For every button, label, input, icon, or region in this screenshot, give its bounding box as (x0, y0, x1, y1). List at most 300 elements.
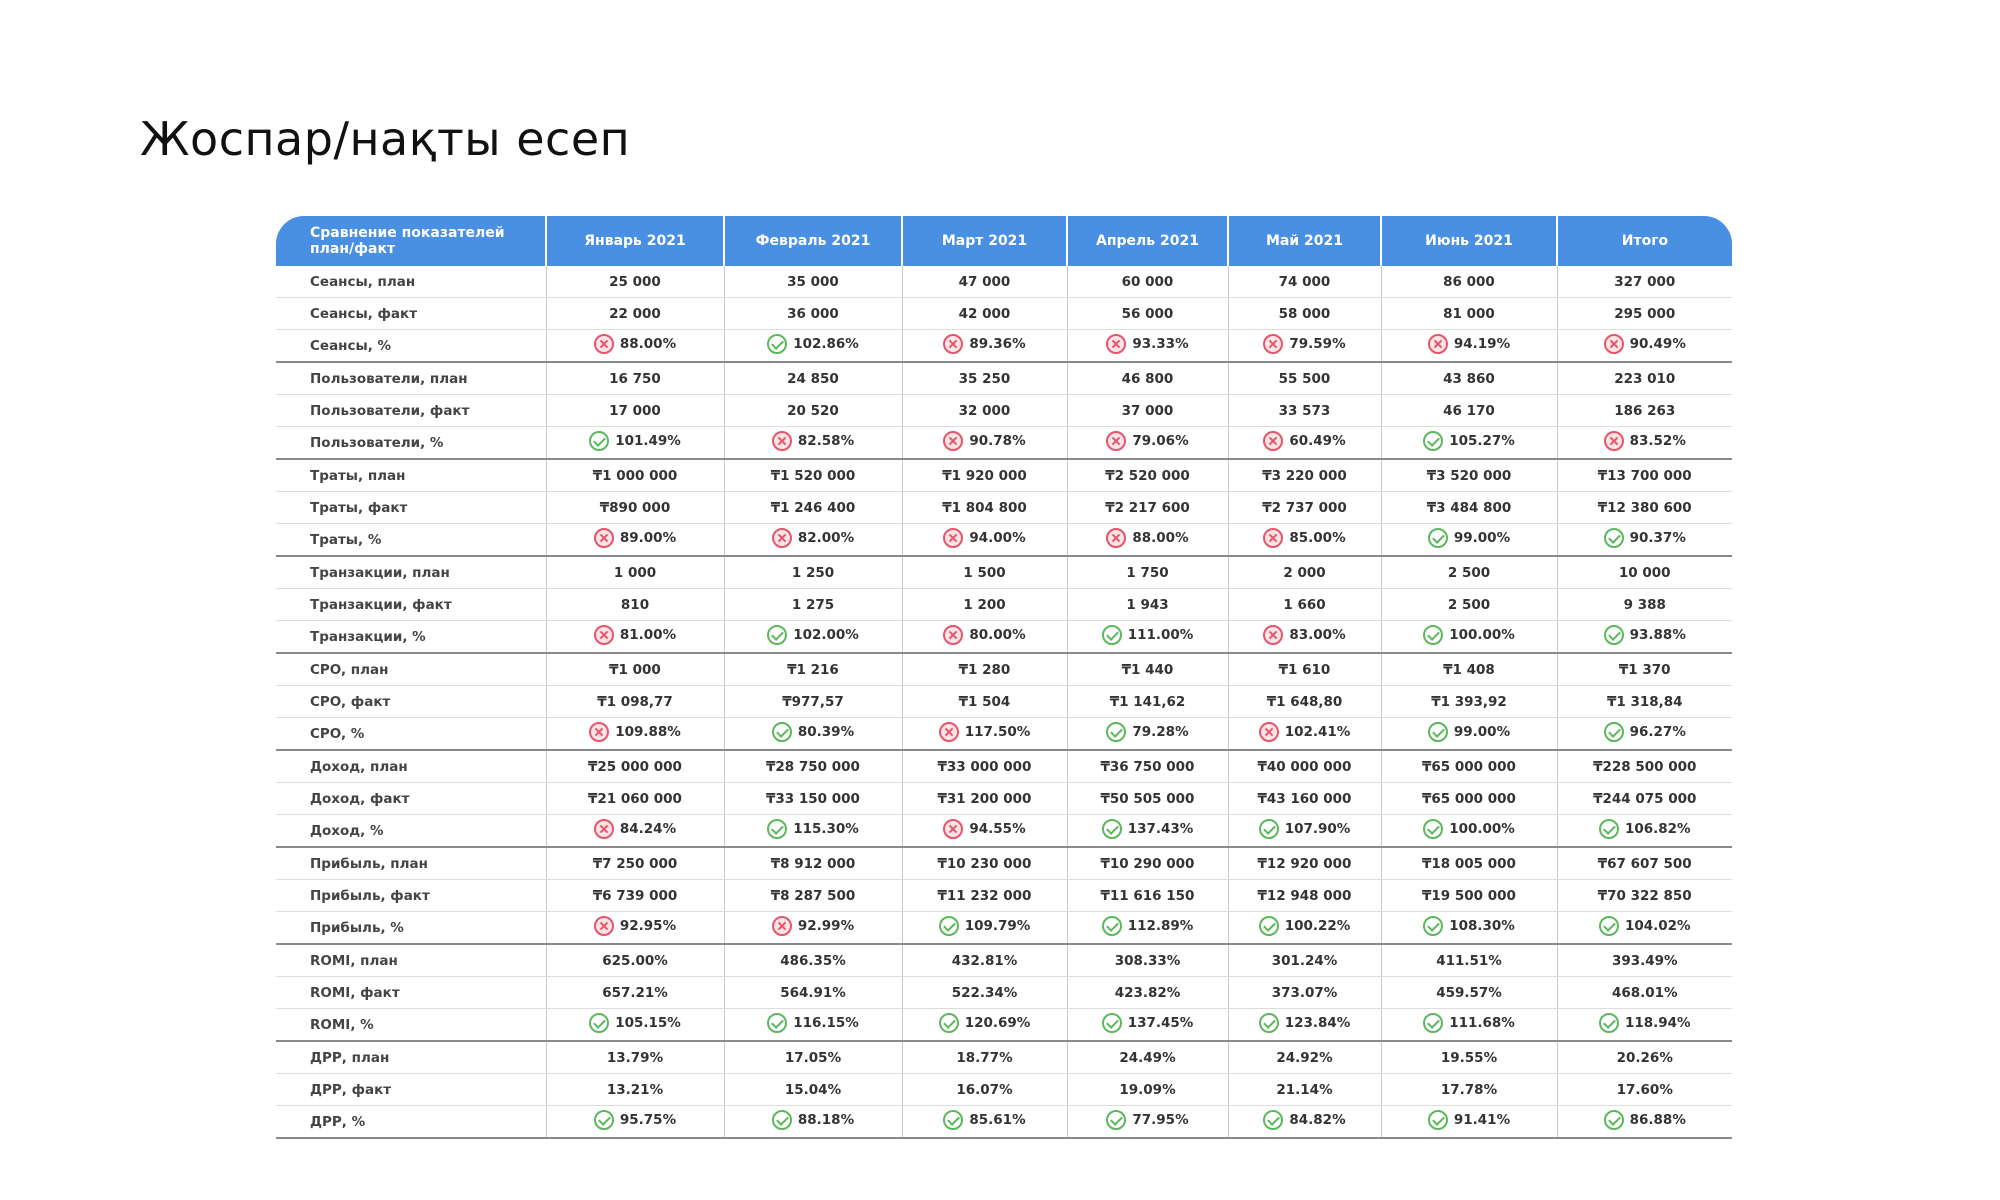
percent-value (939, 916, 1031, 936)
table-cell (1381, 815, 1557, 848)
table-cell: 432.81% (902, 944, 1067, 977)
table-cell (1381, 330, 1557, 363)
cell-text: 99.00% (1453, 529, 1511, 546)
table-cell: 36 000 (724, 298, 902, 330)
table-row (276, 1041, 1732, 1074)
table-cell: ₸228 500 000 (1557, 750, 1732, 783)
percent-value (939, 722, 1031, 742)
table-cell (724, 718, 902, 751)
table-cell (1228, 1009, 1381, 1042)
table-cell: 810 (546, 589, 724, 621)
table-cell (546, 427, 724, 460)
cell-text: 81.00% (619, 626, 677, 643)
cross-circle-icon (943, 819, 963, 839)
table-cell (1381, 718, 1557, 751)
table-cell: ₸11 616 150 (1067, 880, 1228, 912)
table-cell (724, 330, 902, 363)
table-cell (724, 621, 902, 654)
table-cell: ₸31 200 000 (902, 783, 1067, 815)
table-cell: ₸1 408 (1381, 653, 1557, 686)
check-circle-icon (1259, 916, 1279, 936)
table-cell: 19.09% (1067, 1074, 1228, 1106)
cross-circle-icon (594, 625, 614, 645)
cross-circle-icon (594, 916, 614, 936)
cell-text: 111.68% (1449, 1014, 1515, 1031)
table-cell: ₸8 287 500 (724, 880, 902, 912)
percent-value (589, 1013, 681, 1033)
cell-text: 79.28% (1132, 723, 1189, 740)
table-cell: ₸1 610 (1228, 653, 1381, 686)
percent-value (594, 334, 676, 354)
table-cell: ₸1 098,77 (546, 686, 724, 718)
table-cell: 24.92% (1228, 1041, 1381, 1074)
cross-circle-icon (1263, 334, 1283, 354)
table-cell: 25 000 (546, 266, 724, 298)
table-cell: ₸1 393,92 (1381, 686, 1557, 718)
row-label: Транзакции, план (276, 556, 546, 589)
table-row (276, 492, 1732, 524)
table-cell: ₸43 160 000 (1228, 783, 1381, 815)
cell-text: 79.06% (1132, 432, 1189, 449)
table-cell: 20.26% (1557, 1041, 1732, 1074)
check-circle-icon (1106, 1110, 1126, 1130)
check-circle-icon (1604, 625, 1624, 645)
table-cell: ₸12 380 600 (1557, 492, 1732, 524)
table-cell: 24 850 (724, 362, 902, 395)
check-circle-icon (1428, 528, 1448, 548)
cell-text: 80.00% (969, 626, 1026, 643)
cross-circle-icon (943, 625, 963, 645)
check-circle-icon (772, 722, 792, 742)
table-cell: ₸33 000 000 (902, 750, 1067, 783)
table-cell (902, 330, 1067, 363)
table-cell (724, 912, 902, 945)
cell-text: 77.95% (1132, 1111, 1189, 1128)
table-row (276, 589, 1732, 621)
table-cell: 2 500 (1381, 589, 1557, 621)
table-cell: 35 000 (724, 266, 902, 298)
check-circle-icon (772, 1110, 792, 1130)
percent-value (1428, 722, 1510, 742)
cell-text: 94.00% (969, 529, 1026, 546)
table-cell: 37 000 (1067, 395, 1228, 427)
row-label: Транзакции, факт (276, 589, 546, 621)
table-cell: 18.77% (902, 1041, 1067, 1074)
row-label: ДРР, план (276, 1041, 546, 1074)
cell-text: 85.61% (969, 1111, 1026, 1128)
table-cell (724, 524, 902, 557)
table-cell: 1 200 (902, 589, 1067, 621)
percent-value (1604, 528, 1686, 548)
table-cell: ₸36 750 000 (1067, 750, 1228, 783)
percent-value (1423, 916, 1515, 936)
row-label: ROMI, факт (276, 977, 546, 1009)
check-circle-icon (767, 334, 787, 354)
table-cell (1067, 427, 1228, 460)
table-cell: 1 275 (724, 589, 902, 621)
cell-text: 83.52% (1629, 432, 1686, 449)
table-cell: 55 500 (1228, 362, 1381, 395)
percent-value (939, 1013, 1031, 1033)
table-cell: 46 170 (1381, 395, 1557, 427)
table-cell: 24.49% (1067, 1041, 1228, 1074)
table-cell: ₸1 440 (1067, 653, 1228, 686)
table-cell: 13.79% (546, 1041, 724, 1074)
cell-text: 88.00% (1132, 529, 1189, 546)
cell-text: 107.90% (1284, 820, 1351, 837)
percent-value (943, 625, 1025, 645)
cross-circle-icon (594, 528, 614, 548)
cross-circle-icon (772, 916, 792, 936)
table-row (276, 330, 1732, 363)
table-cell: 86 000 (1381, 266, 1557, 298)
table-cell (1557, 427, 1732, 460)
check-circle-icon (1423, 431, 1443, 451)
table-cell: ₸7 250 000 (546, 847, 724, 880)
percent-value (1102, 625, 1194, 645)
table-row (276, 783, 1732, 815)
table-cell (1228, 1106, 1381, 1139)
table-cell: ₸1 370 (1557, 653, 1732, 686)
table-cell: 16.07% (902, 1074, 1067, 1106)
table-cell: ₸10 290 000 (1067, 847, 1228, 880)
table-cell (1557, 815, 1732, 848)
table-cell: ₸1 804 800 (902, 492, 1067, 524)
row-label: Траты, план (276, 459, 546, 492)
row-label: Траты, факт (276, 492, 546, 524)
table-cell: 46 800 (1067, 362, 1228, 395)
table-cell: ₸3 520 000 (1381, 459, 1557, 492)
table-cell (724, 427, 902, 460)
table-row (276, 524, 1732, 557)
table-cell (1557, 524, 1732, 557)
check-circle-icon (1428, 722, 1448, 742)
check-circle-icon (1599, 1013, 1619, 1033)
table-cell: 33 573 (1228, 395, 1381, 427)
table-row (276, 847, 1732, 880)
table-cell (1381, 1106, 1557, 1139)
table-row (276, 395, 1732, 427)
table-cell: 1 000 (546, 556, 724, 589)
table-cell (1228, 621, 1381, 654)
table-cell (546, 1106, 724, 1139)
table-header-row (276, 216, 1732, 266)
table-cell: ₸1 520 000 (724, 459, 902, 492)
table-cell: 2 500 (1381, 556, 1557, 589)
percent-value (1106, 1110, 1188, 1130)
percent-value (1423, 819, 1515, 839)
table-row (276, 1009, 1732, 1042)
table-cell: 35 250 (902, 362, 1067, 395)
row-label: Пользователи, факт (276, 395, 546, 427)
table-cell (1067, 718, 1228, 751)
table-cell: 16 750 (546, 362, 724, 395)
cross-circle-icon (1106, 334, 1126, 354)
table-cell: ₸12 948 000 (1228, 880, 1381, 912)
table-cell: 13.21% (546, 1074, 724, 1106)
table-cell: ₸2 520 000 (1067, 459, 1228, 492)
table-cell: ₸1 648,80 (1228, 686, 1381, 718)
header-cell: Апрель 2021 (1067, 216, 1228, 266)
percent-value (594, 1110, 676, 1130)
row-label: Пользователи, план (276, 362, 546, 395)
table-body (276, 266, 1732, 1138)
table-cell (1228, 427, 1381, 460)
table-cell (1067, 621, 1228, 654)
cell-text: 112.89% (1127, 917, 1194, 934)
table-cell: 17.60% (1557, 1074, 1732, 1106)
table-cell: ₸65 000 000 (1381, 750, 1557, 783)
table-cell (902, 718, 1067, 751)
table-cell: ₸1 920 000 (902, 459, 1067, 492)
cell-text: 84.82% (1289, 1111, 1346, 1128)
row-label: Пользователи, % (276, 427, 546, 460)
cross-circle-icon (1263, 431, 1283, 451)
percent-value (1259, 722, 1351, 742)
table-row (276, 944, 1732, 977)
row-label: Сеансы, план (276, 266, 546, 298)
cell-text: 111.00% (1127, 626, 1194, 643)
table-cell: 19.55% (1381, 1041, 1557, 1074)
cell-text: 118.94% (1624, 1014, 1691, 1031)
table-cell: 327 000 (1557, 266, 1732, 298)
table-cell: ₸50 505 000 (1067, 783, 1228, 815)
table-cell: 657.21% (546, 977, 724, 1009)
cell-text: 90.78% (969, 432, 1026, 449)
percent-value (772, 916, 854, 936)
table-cell: 9 388 (1557, 589, 1732, 621)
table-cell (1228, 912, 1381, 945)
header-cell: Сравнение показателей план/факт (276, 216, 546, 266)
check-circle-icon (767, 625, 787, 645)
percent-value (1106, 722, 1188, 742)
table-row (276, 459, 1732, 492)
table-cell: 1 250 (724, 556, 902, 589)
table-cell (1228, 718, 1381, 751)
header-cell: Итого (1557, 216, 1732, 266)
table-cell (1381, 621, 1557, 654)
check-circle-icon (589, 1013, 609, 1033)
cell-text: 102.86% (793, 335, 859, 352)
row-label: Траты, % (276, 524, 546, 557)
table-cell: ₸2 217 600 (1067, 492, 1228, 524)
table-cell (902, 815, 1067, 848)
cross-circle-icon (939, 722, 959, 742)
table-cell: ₸40 000 000 (1228, 750, 1381, 783)
cross-circle-icon (1428, 334, 1448, 354)
table-cell (902, 621, 1067, 654)
row-label: Транзакции, % (276, 621, 546, 654)
table-cell: ₸1 318,84 (1557, 686, 1732, 718)
cell-text: 116.15% (793, 1014, 859, 1031)
table-row (276, 977, 1732, 1009)
cell-text: 88.00% (619, 335, 677, 352)
cell-text: 89.36% (969, 335, 1026, 352)
percent-value (943, 431, 1025, 451)
cell-text: 105.15% (615, 1014, 681, 1031)
table-cell: ₸244 075 000 (1557, 783, 1732, 815)
table-cell: ₸21 060 000 (546, 783, 724, 815)
table-cell (546, 815, 724, 848)
percent-value (1604, 722, 1686, 742)
percent-value (589, 722, 681, 742)
check-circle-icon (939, 916, 959, 936)
percent-value (589, 431, 681, 451)
percent-value (1102, 1013, 1194, 1033)
table-cell (724, 1009, 902, 1042)
cell-text: 92.99% (797, 917, 855, 934)
cell-text: 102.41% (1284, 723, 1351, 740)
table-cell: ₸70 322 850 (1557, 880, 1732, 912)
table-cell (1228, 330, 1381, 363)
table-cell (1381, 524, 1557, 557)
cell-text: 90.37% (1629, 529, 1686, 546)
percent-value (1428, 1110, 1510, 1130)
table-cell (1067, 912, 1228, 945)
percent-value (943, 819, 1025, 839)
cell-text: 85.00% (1289, 529, 1346, 546)
table-cell: 17.78% (1381, 1074, 1557, 1106)
table-cell: 459.57% (1381, 977, 1557, 1009)
table-cell: 468.01% (1557, 977, 1732, 1009)
header-cell: Март 2021 (902, 216, 1067, 266)
table-cell (1228, 815, 1381, 848)
percent-value (1106, 334, 1188, 354)
row-label: Прибыль, % (276, 912, 546, 945)
table-cell (1067, 1009, 1228, 1042)
table-row (276, 912, 1732, 945)
percent-value (772, 431, 854, 451)
table-cell (546, 524, 724, 557)
table-cell (902, 1106, 1067, 1139)
percent-value (594, 625, 676, 645)
table-row (276, 298, 1732, 330)
check-circle-icon (1423, 819, 1443, 839)
table-cell: ₸1 216 (724, 653, 902, 686)
table-cell (902, 912, 1067, 945)
row-label: Сеансы, факт (276, 298, 546, 330)
check-circle-icon (1423, 916, 1443, 936)
row-label: ROMI, план (276, 944, 546, 977)
percent-value (943, 1110, 1025, 1130)
cross-circle-icon (594, 819, 614, 839)
percent-value (1259, 916, 1351, 936)
cell-text: 106.82% (1624, 820, 1691, 837)
table-cell: ₸3 220 000 (1228, 459, 1381, 492)
cross-circle-icon (772, 431, 792, 451)
table-cell: ₸19 500 000 (1381, 880, 1557, 912)
percent-value (767, 819, 859, 839)
table-cell (724, 1106, 902, 1139)
row-label: ДРР, % (276, 1106, 546, 1139)
row-label: Прибыль, план (276, 847, 546, 880)
table-cell: 423.82% (1067, 977, 1228, 1009)
cell-text: 92.95% (619, 917, 677, 934)
table-cell (1067, 330, 1228, 363)
table-cell: ₸1 000 (546, 653, 724, 686)
table-cell: 2 000 (1228, 556, 1381, 589)
table-cell: 20 520 (724, 395, 902, 427)
row-label: Сеансы, % (276, 330, 546, 363)
cross-circle-icon (1106, 528, 1126, 548)
percent-value (1599, 1013, 1691, 1033)
table-cell: 1 750 (1067, 556, 1228, 589)
table-row (276, 815, 1732, 848)
table-row (276, 266, 1732, 298)
check-circle-icon (1102, 625, 1122, 645)
table-cell (1381, 1009, 1557, 1042)
table-row (276, 718, 1732, 751)
cell-text: 88.18% (797, 1111, 855, 1128)
table-cell: 1 660 (1228, 589, 1381, 621)
percent-value (1263, 431, 1345, 451)
percent-value (1599, 916, 1691, 936)
header-cell: Январь 2021 (546, 216, 724, 266)
cross-circle-icon (1263, 528, 1283, 548)
row-label: Доход, % (276, 815, 546, 848)
table-cell: 393.49% (1557, 944, 1732, 977)
table-cell: 47 000 (902, 266, 1067, 298)
cell-text: 115.30% (793, 820, 859, 837)
table-cell (1557, 718, 1732, 751)
cell-text: 96.27% (1629, 723, 1686, 740)
check-circle-icon (1102, 819, 1122, 839)
row-label: CPO, план (276, 653, 546, 686)
cell-text: 105.27% (1449, 432, 1515, 449)
cell-text: 79.59% (1289, 335, 1346, 352)
table-cell (902, 524, 1067, 557)
table-cell: 1 943 (1067, 589, 1228, 621)
cell-text: 95.75% (619, 1111, 677, 1128)
cell-text: 99.00% (1453, 723, 1511, 740)
table-cell: 301.24% (1228, 944, 1381, 977)
percent-value (1263, 625, 1345, 645)
table-cell (1557, 1106, 1732, 1139)
table-cell (1067, 524, 1228, 557)
table-cell: ₸977,57 (724, 686, 902, 718)
check-circle-icon (1259, 819, 1279, 839)
percent-value (767, 1013, 859, 1033)
table-cell (546, 1009, 724, 1042)
table-cell (1067, 1106, 1228, 1139)
cross-circle-icon (943, 431, 963, 451)
percent-value (1102, 819, 1194, 839)
table-row (276, 880, 1732, 912)
table-cell: ₸8 912 000 (724, 847, 902, 880)
percent-value (772, 722, 854, 742)
percent-value (1263, 334, 1345, 354)
check-circle-icon (1263, 1110, 1283, 1130)
table-cell: ₸67 607 500 (1557, 847, 1732, 880)
table-cell: 17.05% (724, 1041, 902, 1074)
cell-text: 80.39% (797, 723, 855, 740)
check-circle-icon (767, 1013, 787, 1033)
cross-circle-icon (1106, 431, 1126, 451)
percent-value (1604, 334, 1686, 354)
table-cell: 186 263 (1557, 395, 1732, 427)
header-cell: Февраль 2021 (724, 216, 902, 266)
percent-value (943, 334, 1025, 354)
percent-value (772, 1110, 854, 1130)
table-cell: 625.00% (546, 944, 724, 977)
table-cell: 1 500 (902, 556, 1067, 589)
table-cell: ₸1 280 (902, 653, 1067, 686)
cell-text: 89.00% (619, 529, 677, 546)
row-label: Доход, факт (276, 783, 546, 815)
table-cell: 411.51% (1381, 944, 1557, 977)
cell-text: 108.30% (1449, 917, 1515, 934)
table-row (276, 362, 1732, 395)
